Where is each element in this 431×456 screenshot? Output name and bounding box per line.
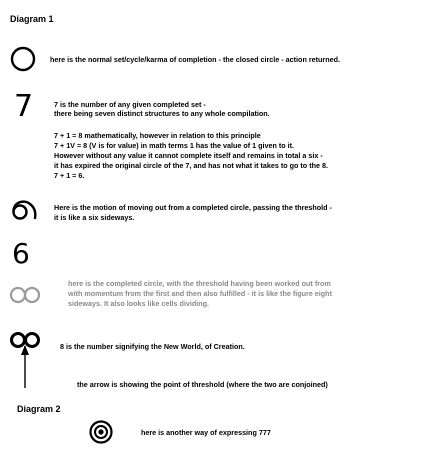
seven-text-line-2: there being seven distinct structures to any whole compilation.: [54, 109, 270, 118]
math-line-4: it has expired the original circle of the 7, and has not what it takes to go to the 8.: [54, 161, 328, 170]
math-line-1: 7 + 1 = 8 mathematically, however in relation to this principle: [54, 131, 261, 140]
circle-icon: [9, 45, 37, 73]
motion-text-line-2: it is like a six sideways.: [54, 213, 135, 222]
infinity-text-line-2: with momentum from the first and then also fulfilled - it is like the figure eight: [68, 289, 332, 298]
circle-description: here is the normal set/cycle/karma of completion - the closed circle - action returned.: [50, 55, 340, 64]
infinity-text-line-3: sideways. It also looks like cells dividing.: [68, 299, 210, 308]
seven-text-line-1: 7 is the number of any given completed set -: [54, 100, 206, 109]
seven-symbol: 7: [14, 89, 34, 124]
math-line-3: However without any value it cannot complete itself and remains in total a six -: [54, 151, 323, 160]
arrow-text: the arrow is showing the point of threshold (where the two are conjoined): [77, 380, 328, 389]
math-line-2: 7 + 1V = 8 (V is for value) in math terms 1 has the value of 1 given to it.: [54, 141, 295, 150]
diagram-2-heading: Diagram 2: [17, 404, 61, 414]
diagram-1-heading: Diagram 1: [10, 14, 54, 24]
target-icon: [88, 419, 114, 445]
eight-arrow-icon: [8, 330, 42, 390]
infinity-text-line-1: here is the completed circle, with the threshold having been worked out from: [68, 279, 331, 288]
motion-text-line-1: Here is the motion of moving out from a completed circle, passing the threshold -: [54, 203, 332, 212]
target-text: here is another way of expressing 777: [141, 428, 271, 437]
sideways-six-icon: [6, 195, 40, 223]
eight-text: 8 is the number signifying the New World, of Creation.: [60, 342, 245, 351]
six-symbol: 6: [12, 237, 30, 270]
math-line-5: 7 + 1 = 6.: [54, 171, 85, 180]
infinity-icon: [8, 285, 42, 305]
